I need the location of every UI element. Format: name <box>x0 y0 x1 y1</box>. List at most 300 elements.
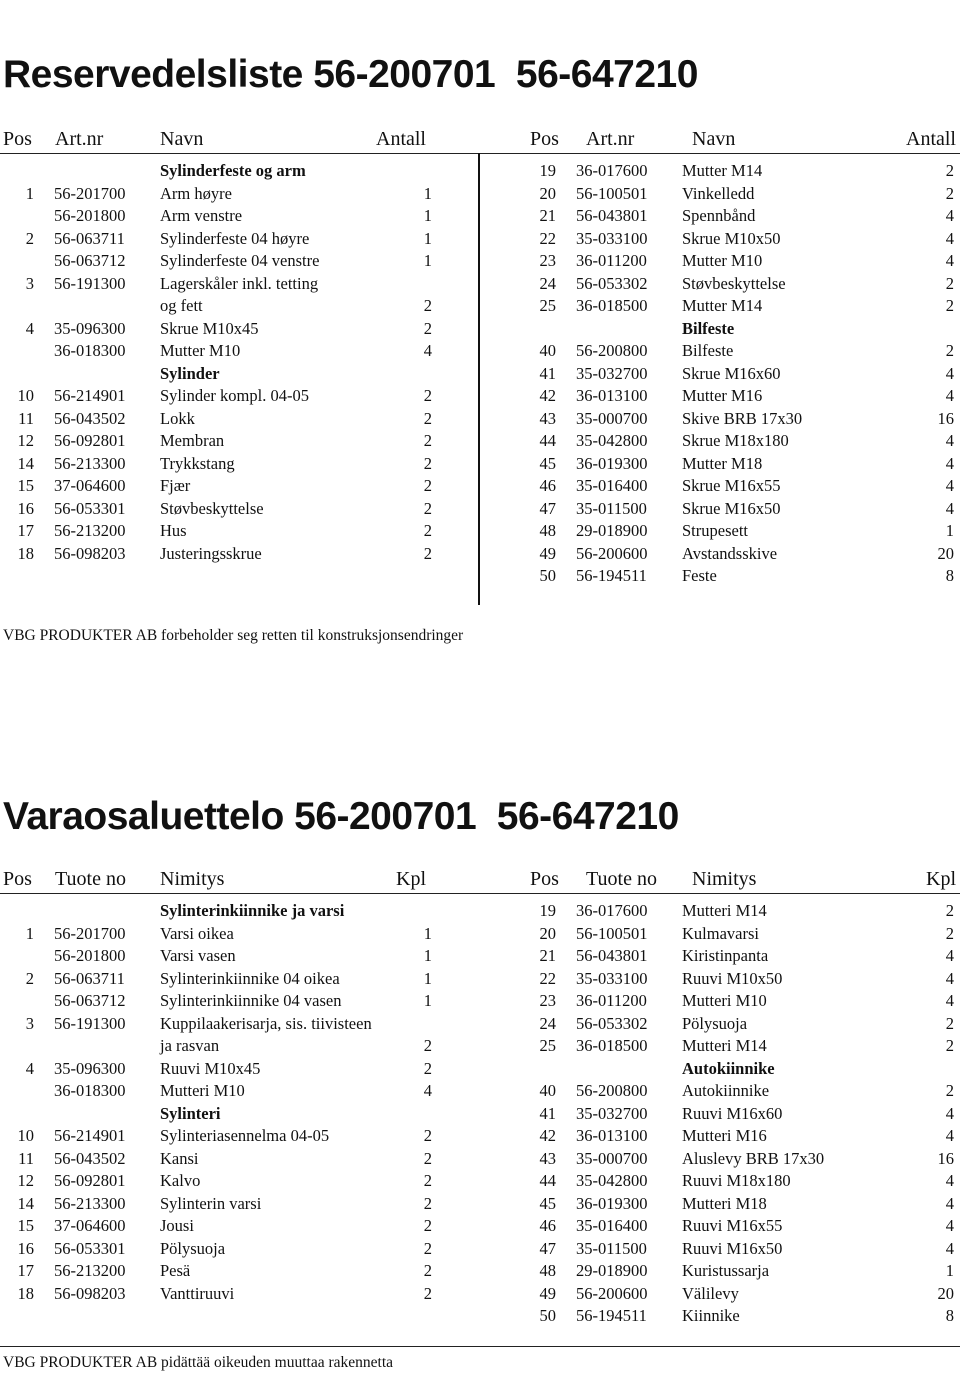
row-art-number: 29-018900 <box>576 521 648 540</box>
row-quantity: 2 <box>423 453 432 473</box>
row-quantity: 2 <box>945 1013 954 1033</box>
row-pos: 14 <box>17 1193 34 1213</box>
row-pos: 40 <box>539 1081 556 1100</box>
row-name: Mutteri M14 <box>682 901 767 920</box>
group-heading-row <box>530 1058 958 1081</box>
row-name: Sylinderfeste 04 venstre <box>160 251 320 270</box>
row-name: Arm venstre <box>160 206 243 225</box>
row-pos: 17 <box>17 1261 34 1280</box>
row-art-number: 56-053302 <box>576 1013 648 1033</box>
row-name: Justeringsskrue <box>160 543 262 563</box>
row-art-number: 56-043801 <box>576 206 648 225</box>
header-name: Navn <box>160 128 204 150</box>
row-pos: 1 <box>25 183 34 203</box>
row-quantity: 2 <box>945 183 954 203</box>
row-name: Sylinteri <box>160 1103 221 1123</box>
row-name: Støvbeskyttelse <box>160 498 264 518</box>
row-quantity: 1 <box>423 206 432 225</box>
row-name: Feste <box>682 566 717 585</box>
table-row <box>8 1035 436 1058</box>
table-row <box>8 923 436 946</box>
row-quantity: 4 <box>945 1103 954 1123</box>
row-pos: 22 <box>539 968 556 988</box>
table-row <box>530 1013 958 1036</box>
row-art-number: 36-017600 <box>576 901 648 920</box>
row-name: Skrue M16x55 <box>682 476 781 495</box>
row-name: Sylinterinkiinnike 04 vasen <box>160 991 342 1010</box>
row-pos: 48 <box>539 1261 556 1280</box>
row-art-number: 56-213200 <box>54 521 126 540</box>
row-quantity: 4 <box>945 228 954 248</box>
section1-footer: VBG PRODUKTER AB forbeholder seg retten til konstruksjonsendringer <box>3 627 464 644</box>
row-art-number: 56-200800 <box>576 1081 648 1100</box>
row-name: Kiinnike <box>682 1306 740 1325</box>
header-qty: Kpl <box>926 868 956 890</box>
row-quantity: 2 <box>423 1193 432 1213</box>
row-quantity: 1 <box>423 968 432 988</box>
row-name: Kansi <box>160 1148 199 1168</box>
row-quantity: 2 <box>423 431 432 450</box>
row-name: Sylinder <box>160 363 220 383</box>
row-art-number: 36-018300 <box>54 341 126 360</box>
row-pos: 20 <box>539 923 556 943</box>
table-row <box>8 990 436 1013</box>
section2-left-table <box>8 900 436 1305</box>
row-art-number: 56-100501 <box>576 923 648 943</box>
section1-left-header <box>0 127 430 151</box>
row-quantity: 1 <box>423 183 432 203</box>
row-name: Jousi <box>160 1216 194 1235</box>
table-row <box>530 475 958 498</box>
row-art-number: 35-096300 <box>54 1058 126 1078</box>
row-art-number: 35-032700 <box>576 1103 648 1123</box>
row-pos: 10 <box>17 386 34 405</box>
header-qty: Antall <box>906 128 956 150</box>
section1-right-header <box>530 127 958 151</box>
row-art-number: 56-200600 <box>576 543 648 563</box>
row-pos: 46 <box>539 1216 556 1235</box>
row-pos: 44 <box>539 431 556 450</box>
row-art-number: 56-213300 <box>54 1193 126 1213</box>
row-quantity: 2 <box>423 386 432 405</box>
row-art-number: 36-019300 <box>576 453 648 473</box>
row-name: Autokiinnike <box>682 1081 770 1100</box>
row-name: Mutteri M10 <box>682 991 767 1010</box>
row-name: Mutteri M14 <box>682 1036 767 1055</box>
row-name: Sylinderfeste og arm <box>160 161 306 180</box>
row-quantity: 4 <box>945 498 954 518</box>
row-name: Bilfeste <box>682 341 734 360</box>
row-name: Skive BRB 17x30 <box>682 408 803 428</box>
table-row <box>530 160 958 183</box>
row-art-number: 36-019300 <box>576 1193 648 1213</box>
table-row <box>8 385 436 408</box>
table-row <box>530 543 958 566</box>
row-pos: 15 <box>17 476 34 495</box>
table-row <box>8 273 436 296</box>
row-quantity: 4 <box>945 1171 954 1190</box>
row-art-number: 35-011500 <box>576 498 647 518</box>
row-name: Sylinterin varsi <box>160 1193 262 1213</box>
row-art-number: 56-194511 <box>576 566 647 585</box>
row-art-number: 56-053301 <box>54 498 126 518</box>
row-quantity: 4 <box>945 968 954 988</box>
row-art-number: 56-063712 <box>54 251 126 270</box>
table-row <box>8 475 436 498</box>
section1-right-table <box>530 160 958 588</box>
table-row <box>8 1193 436 1216</box>
table-row <box>8 1058 436 1081</box>
table-row <box>8 183 436 206</box>
table-row <box>8 205 436 228</box>
header-name: Nimitys <box>692 868 757 890</box>
row-pos: 43 <box>539 408 556 428</box>
row-name: Bilfeste <box>682 318 735 338</box>
row-quantity: 4 <box>945 453 954 473</box>
row-name: Avstandsskive <box>682 543 778 563</box>
table-row <box>8 945 436 968</box>
row-name: ja rasvan <box>160 1036 220 1055</box>
table-row <box>530 1125 958 1148</box>
table-row <box>530 183 958 206</box>
row-name: Kiristinpanta <box>682 946 769 965</box>
row-pos: 48 <box>539 521 556 540</box>
row-art-number: 56-043502 <box>54 408 126 428</box>
row-art-number: 56-043801 <box>576 946 648 965</box>
table-row <box>8 408 436 431</box>
row-pos: 12 <box>17 431 34 450</box>
row-art-number: 36-011200 <box>576 251 647 270</box>
row-pos: 49 <box>539 1283 556 1303</box>
row-art-number: 56-200800 <box>576 341 648 360</box>
row-quantity: 20 <box>937 543 954 563</box>
row-art-number: 56-092801 <box>54 1171 126 1190</box>
row-pos: 50 <box>539 1306 556 1325</box>
section2-left-header <box>0 867 430 891</box>
row-name: Lokk <box>160 408 195 428</box>
table-row <box>8 1148 436 1171</box>
row-pos: 23 <box>539 991 556 1010</box>
row-art-number: 29-018900 <box>576 1261 648 1280</box>
section1-left-table <box>8 160 436 565</box>
table-row <box>8 1170 436 1193</box>
row-quantity: 2 <box>423 1216 432 1235</box>
row-name: Mutter M10 <box>682 251 763 270</box>
row-quantity: 2 <box>945 273 954 293</box>
row-name: Mutteri M16 <box>682 1126 767 1145</box>
header-name: Navn <box>692 128 736 150</box>
section2-footer-rule <box>0 1346 960 1347</box>
table-row <box>8 430 436 453</box>
row-name: Sylinterinkiinnike ja varsi <box>160 901 345 920</box>
row-name: Sylinder kompl. 04-05 <box>160 386 309 405</box>
row-quantity: 8 <box>945 1306 954 1325</box>
table-row <box>8 228 436 251</box>
table-row <box>530 900 958 923</box>
table-row <box>530 1215 958 1238</box>
row-art-number: 56-201800 <box>54 206 126 225</box>
row-pos: 18 <box>17 543 34 563</box>
row-name: Varsi oikea <box>160 923 234 943</box>
row-name: Pesä <box>160 1261 191 1280</box>
row-name: Kalvo <box>160 1171 201 1190</box>
table-row <box>8 340 436 363</box>
row-quantity: 4 <box>945 946 954 965</box>
row-name: Aluslevy BRB 17x30 <box>682 1148 825 1168</box>
table-row <box>530 1193 958 1216</box>
row-name: Skrue M10x45 <box>160 318 259 338</box>
row-pos: 47 <box>539 1238 556 1258</box>
row-art-number: 56-201700 <box>54 923 126 943</box>
section2-header-rule <box>0 893 960 894</box>
row-pos: 21 <box>539 206 556 225</box>
table-row <box>530 990 958 1013</box>
row-quantity: 4 <box>945 251 954 270</box>
row-name: Kuppilaakerisarja, sis. tiivisteen <box>160 1013 372 1033</box>
row-art-number: 36-018500 <box>576 296 648 315</box>
row-art-number: 56-191300 <box>54 273 126 293</box>
table-row <box>8 1283 436 1306</box>
row-name: Ruuvi M10x50 <box>682 968 783 988</box>
row-name: Sylinderfeste 04 høyre <box>160 228 310 248</box>
table-row <box>530 1080 958 1103</box>
table-row <box>530 945 958 968</box>
row-pos: 40 <box>539 341 556 360</box>
table-row <box>530 430 958 453</box>
row-name: Sylinteriasennelma 04-05 <box>160 1126 330 1145</box>
table-row <box>8 1013 436 1036</box>
table-row <box>530 385 958 408</box>
row-pos: 43 <box>539 1148 556 1168</box>
row-name: Mutter M16 <box>682 386 763 405</box>
row-art-number: 56-098203 <box>54 543 126 563</box>
row-art-number: 35-000700 <box>576 408 648 428</box>
row-name: Skrue M16x50 <box>682 498 781 518</box>
section2-title: Varaosaluettelo 56-200701 56-647210 <box>3 795 679 838</box>
table-row <box>8 1260 436 1283</box>
row-art-number: 56-063712 <box>54 991 126 1010</box>
group-heading-row <box>530 318 958 341</box>
row-quantity: 1 <box>423 946 432 965</box>
row-name: Varsi vasen <box>160 946 236 965</box>
table-row <box>530 250 958 273</box>
table-row <box>8 295 436 318</box>
row-art-number: 36-013100 <box>576 386 648 405</box>
row-name: Ruuvi M18x180 <box>682 1171 791 1190</box>
row-art-number: 35-033100 <box>576 968 648 988</box>
row-art-number: 35-016400 <box>576 1216 648 1235</box>
table-row <box>530 1283 958 1306</box>
row-name: Skrue M16x60 <box>682 363 781 383</box>
row-art-number: 56-194511 <box>576 1306 647 1325</box>
row-quantity: 2 <box>423 1126 432 1145</box>
row-pos: 45 <box>539 453 556 473</box>
row-art-number: 35-033100 <box>576 228 648 248</box>
row-name: Fjær <box>160 476 191 495</box>
row-name: Pölysuoja <box>682 1013 748 1033</box>
table-row <box>530 1148 958 1171</box>
row-name: Strupesett <box>682 521 748 540</box>
row-art-number: 56-043502 <box>54 1148 126 1168</box>
row-quantity: 4 <box>945 206 954 225</box>
row-art-number: 56-053301 <box>54 1238 126 1258</box>
table-row <box>8 520 436 543</box>
table-row <box>8 968 436 991</box>
row-art-number: 56-201700 <box>54 183 126 203</box>
row-pos: 42 <box>539 386 556 405</box>
row-quantity: 1 <box>423 251 432 270</box>
row-name: Mutter M14 <box>682 161 763 180</box>
row-pos: 46 <box>539 476 556 495</box>
table-row <box>530 498 958 521</box>
row-name: og fett <box>160 296 203 315</box>
section2-right-table <box>530 900 958 1328</box>
section1-title: Reservedelsliste 56-200701 56-647210 <box>3 53 698 96</box>
row-name: Skrue M18x180 <box>682 431 789 450</box>
row-pos: 17 <box>17 521 34 540</box>
row-quantity: 2 <box>423 1261 432 1280</box>
row-art-number: 56-053302 <box>576 273 648 293</box>
row-art-number: 56-191300 <box>54 1013 126 1033</box>
row-art-number: 35-096300 <box>54 318 126 338</box>
table-row <box>530 1305 958 1328</box>
row-quantity: 2 <box>423 521 432 540</box>
row-name: Mutteri M18 <box>682 1193 767 1213</box>
row-quantity: 2 <box>945 901 954 920</box>
row-pos: 4 <box>25 318 34 338</box>
row-quantity: 20 <box>937 1283 954 1303</box>
group-heading-row <box>8 1103 436 1126</box>
table-row <box>8 1238 436 1261</box>
row-name: Lagerskåler inkl. tetting <box>160 273 319 293</box>
table-row <box>530 453 958 476</box>
row-art-number: 56-214901 <box>54 1126 126 1145</box>
row-quantity: 16 <box>937 1148 954 1168</box>
row-art-number: 37-064600 <box>54 476 126 495</box>
header-qty: Antall <box>376 128 426 150</box>
row-pos: 24 <box>539 273 556 293</box>
table-row <box>530 340 958 363</box>
row-quantity: 4 <box>423 1081 432 1100</box>
table-row <box>530 363 958 386</box>
table-row <box>530 1260 958 1283</box>
row-quantity: 2 <box>945 161 954 180</box>
table-row <box>530 408 958 431</box>
row-pos: 23 <box>539 251 556 270</box>
row-name: Skrue M10x50 <box>682 228 781 248</box>
row-quantity: 16 <box>937 408 954 428</box>
section2-right-header <box>530 867 958 891</box>
row-quantity: 4 <box>945 1193 954 1213</box>
row-pos: 16 <box>17 1238 34 1258</box>
row-name: Autokiinnike <box>682 1058 775 1078</box>
header-art: Tuote no <box>586 868 657 890</box>
row-quantity: 4 <box>945 363 954 383</box>
row-quantity: 2 <box>945 296 954 315</box>
table-row <box>530 565 958 588</box>
row-quantity: 4 <box>945 1238 954 1258</box>
row-name: Ruuvi M16x60 <box>682 1103 783 1123</box>
row-quantity: 2 <box>423 408 432 428</box>
row-quantity: 8 <box>945 566 954 585</box>
row-name: Välilevy <box>682 1283 739 1303</box>
row-quantity: 2 <box>945 1036 954 1055</box>
row-pos: 12 <box>17 1171 34 1190</box>
table-row <box>530 968 958 991</box>
row-pos: 11 <box>18 1148 34 1168</box>
table-row <box>530 1238 958 1261</box>
row-name: Trykkstang <box>160 453 235 473</box>
table-row <box>8 543 436 566</box>
row-pos: 44 <box>539 1171 556 1190</box>
row-name: Mutteri M10 <box>160 1081 245 1100</box>
row-quantity: 4 <box>945 991 954 1010</box>
row-pos: 25 <box>539 296 556 315</box>
header-art: Tuote no <box>55 868 126 890</box>
row-art-number: 56-214901 <box>54 386 126 405</box>
row-pos: 15 <box>17 1216 34 1235</box>
row-quantity: 1 <box>423 228 432 248</box>
row-name: Hus <box>160 521 187 540</box>
row-art-number: 56-063711 <box>54 968 125 988</box>
row-pos: 24 <box>539 1013 556 1033</box>
row-pos: 11 <box>18 408 34 428</box>
group-heading-row <box>8 363 436 386</box>
row-name: Spennbånd <box>682 206 756 225</box>
row-quantity: 2 <box>423 476 432 495</box>
header-art: Art.nr <box>586 128 635 150</box>
row-quantity: 1 <box>423 991 432 1010</box>
row-art-number: 36-017600 <box>576 161 648 180</box>
row-pos: 14 <box>17 453 34 473</box>
row-art-number: 56-092801 <box>54 431 126 450</box>
header-pos: Pos <box>530 128 559 150</box>
row-art-number: 56-098203 <box>54 1283 126 1303</box>
row-pos: 10 <box>17 1126 34 1145</box>
row-pos: 50 <box>539 566 556 585</box>
table-row <box>8 1215 436 1238</box>
row-quantity: 4 <box>945 1216 954 1235</box>
row-quantity: 2 <box>423 296 432 315</box>
row-pos: 42 <box>539 1126 556 1145</box>
row-pos: 47 <box>539 498 556 518</box>
row-pos: 4 <box>25 1058 34 1078</box>
row-name: Ruuvi M10x45 <box>160 1058 261 1078</box>
table-row <box>530 1170 958 1193</box>
row-quantity: 2 <box>423 543 432 563</box>
row-art-number: 36-013100 <box>576 1126 648 1145</box>
table-row <box>530 520 958 543</box>
row-name: Membran <box>160 431 225 450</box>
row-pos: 22 <box>539 228 556 248</box>
row-quantity: 4 <box>945 1126 954 1145</box>
row-name: Mutter M18 <box>682 453 763 473</box>
row-quantity: 4 <box>945 431 954 450</box>
table-row <box>8 1125 436 1148</box>
row-quantity: 2 <box>423 1148 432 1168</box>
row-art-number: 36-011200 <box>576 991 647 1010</box>
group-heading-row <box>8 900 436 923</box>
row-pos: 21 <box>539 946 556 965</box>
row-art-number: 56-100501 <box>576 183 648 203</box>
table-row <box>8 453 436 476</box>
row-quantity: 4 <box>423 341 432 360</box>
row-pos: 16 <box>17 498 34 518</box>
section2-footer: VBG PRODUKTER AB pidättää oikeuden muuttaa rakennetta <box>3 1354 394 1371</box>
row-quantity: 1 <box>945 521 954 540</box>
table-row <box>530 1103 958 1126</box>
row-pos: 2 <box>25 968 34 988</box>
